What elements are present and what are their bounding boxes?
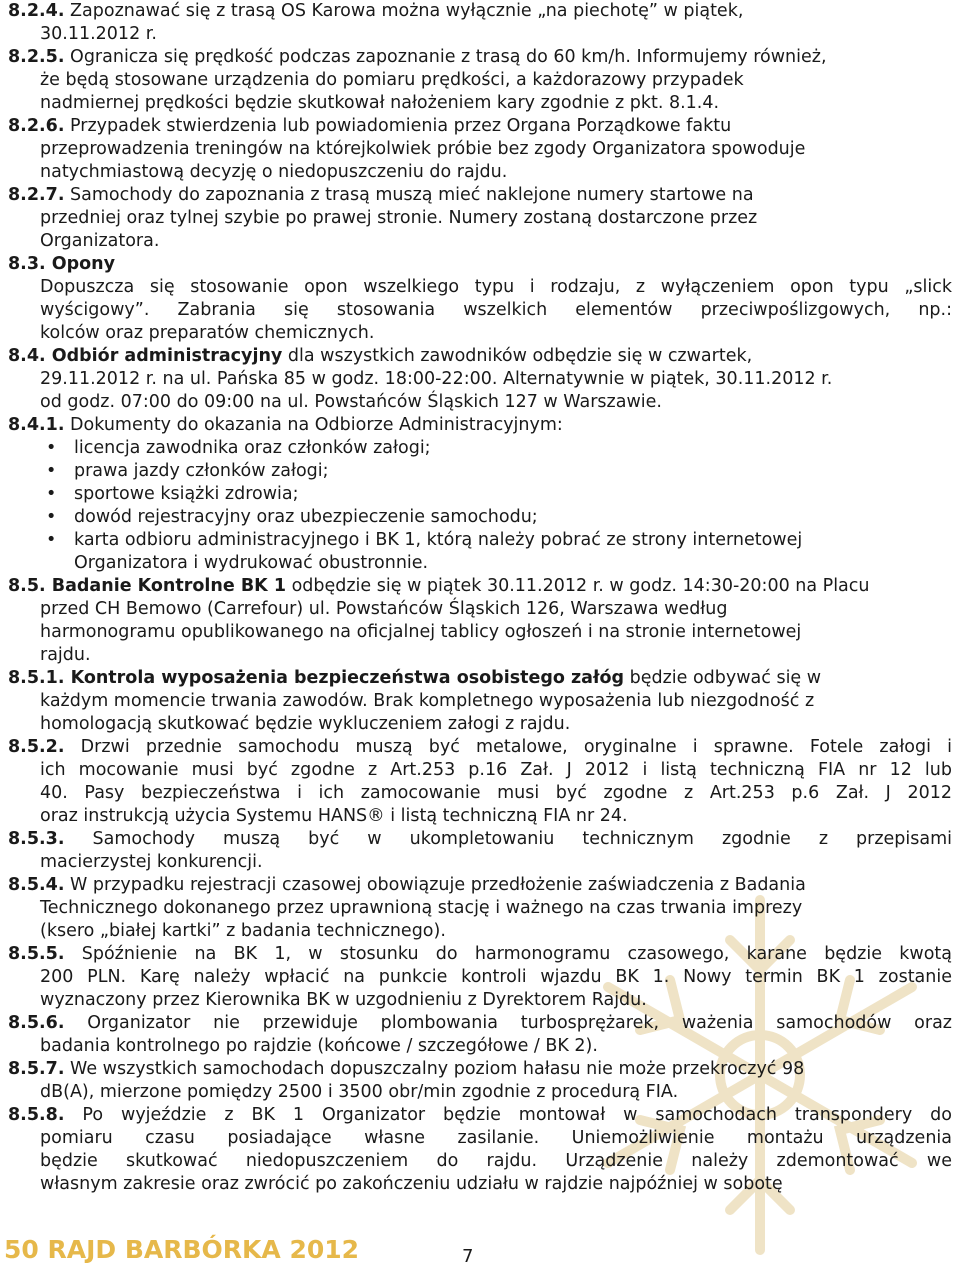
section-number: 8.4. bbox=[8, 346, 46, 366]
line-text: Dopuszcza się stosowanie opon wszelkiego typu i rodzaju, z wyłączeniem opon typu „slick bbox=[40, 277, 952, 297]
line-text: 30.11.2012 r. bbox=[40, 24, 157, 44]
line-text: prawa jazdy członków załogi; bbox=[74, 461, 329, 481]
section-number: 8.5.7. bbox=[8, 1059, 65, 1079]
footer-title: 50 RAJD BARBÓRKA 2012 bbox=[4, 1235, 360, 1264]
line-text: Organizator nie przewiduje plombowania turbosprężarek, ważenia samochodów oraz bbox=[64, 1013, 952, 1033]
text-line bbox=[8, 690, 952, 713]
bold-text: Opony bbox=[45, 254, 116, 274]
line-text: przeprowadzenia treningów na którejkolwiek próbie bez zgody Organizatora spowoduje bbox=[40, 139, 806, 159]
text-line bbox=[8, 874, 952, 897]
text-line bbox=[8, 368, 952, 391]
section-number: 8.3. bbox=[8, 254, 46, 274]
line-text: macierzystej konkurencji. bbox=[40, 852, 263, 872]
line-text: homologacją skutkować będzie wykluczeniem załogi z rajdu. bbox=[40, 714, 571, 734]
line-text: ich mocowanie musi być zgodne z Art.253 p.16 Zał. J 2012 i listą techniczną FIA nr 12 lub bbox=[40, 760, 952, 780]
section-number: 8.2.4. bbox=[8, 1, 65, 21]
line-text: 200 PLN. Karę należy wpłacić na punkcie kontroli wjazdu BK 1. Nowy termin BK 1 zostanie bbox=[40, 967, 952, 987]
section-number: 8.5. bbox=[8, 576, 46, 596]
text-line bbox=[8, 138, 952, 161]
text-line bbox=[8, 161, 952, 184]
line-text: rajdu. bbox=[40, 645, 91, 665]
text-line bbox=[8, 184, 952, 207]
line-text: Zapoznawać się z trasą OS Karowa można wyłącznie „na piechotę” w piątek, bbox=[64, 1, 744, 21]
bullet-icon: • bbox=[46, 530, 57, 550]
text-line bbox=[8, 736, 952, 759]
line-text: nadmiernej prędkości będzie skutkował nałożeniem kary zgodnie z pkt. 8.1.4. bbox=[40, 93, 720, 113]
line-text: od godz. 07:00 do 09:00 na ul. Powstańców Śląskich 127 w Warszawie. bbox=[40, 392, 662, 412]
bold-text: Kontrola wyposażenia bezpieczeństwa osobistego załóg bbox=[64, 668, 625, 688]
line-text: będzie odbywać się w bbox=[624, 668, 822, 688]
line-text: będzie skutkować niedopuszczeniem do rajdu. Urządzenie należy zdemontować we bbox=[40, 1151, 952, 1171]
text-line bbox=[8, 782, 952, 805]
line-text: Technicznego dokonanego przez uprawnioną stację i ważnego na czas trwania imprezy bbox=[40, 898, 803, 918]
line-text: W przypadku rejestracji czasowej obowiązuje przedłożenie zaświadczenia z Badania bbox=[64, 875, 806, 895]
line-text: Samochody do zapoznania z trasą muszą mieć naklejone numery startowe na bbox=[64, 185, 754, 205]
line-text: każdym momencie trwania zawodów. Brak kompletnego wyposażenia lub niezgodność z bbox=[40, 691, 815, 711]
line-text: badania kontrolnego po rajdzie (końcowe / szczegółowe / BK 2). bbox=[40, 1036, 598, 1056]
bold-text: Odbiór administracyjny bbox=[45, 346, 283, 366]
text-line bbox=[8, 759, 952, 782]
text-line bbox=[8, 989, 952, 1012]
line-text: odbędzie się w piątek 30.11.2012 r. w godz. 14:30-20:00 na Placu bbox=[286, 576, 870, 596]
line-text: Po wyjeździe z BK 1 Organizator będzie montował w samochodach transpondery do bbox=[64, 1105, 952, 1125]
text-line bbox=[8, 1150, 952, 1173]
document-body bbox=[8, 0, 952, 1196]
text-line bbox=[8, 667, 952, 690]
bullet-icon: • bbox=[46, 438, 57, 458]
text-line bbox=[8, 713, 952, 736]
line-text: wyścigowy”. Zabrania się stosowania wszelkich elementów przeciwpoślizgowych, np.: bbox=[40, 300, 952, 320]
line-text: dB(A), mierzone pomiędzy 2500 i 3500 obr/min zgodnie z procedurą FIA. bbox=[40, 1082, 679, 1102]
section-number: 8.5.5. bbox=[8, 944, 65, 964]
text-line bbox=[8, 1081, 952, 1104]
line-text: przed CH Bemowo (Carrefour) ul. Powstańców Śląskich 126, Warszawa według bbox=[40, 599, 728, 619]
text-line bbox=[8, 805, 952, 828]
text-line bbox=[8, 1058, 952, 1081]
line-text: Organizatora i wydrukować obustronnie. bbox=[74, 553, 429, 573]
text-line bbox=[8, 322, 952, 345]
text-line bbox=[8, 69, 952, 92]
section-number: 8.5.3. bbox=[8, 829, 65, 849]
text-line bbox=[8, 0, 952, 23]
section-number: 8.2.7. bbox=[8, 185, 65, 205]
text-line bbox=[8, 552, 952, 575]
text-line bbox=[8, 23, 952, 46]
bold-text: Badanie Kontrolne BK 1 bbox=[45, 576, 286, 596]
text-line bbox=[8, 230, 952, 253]
line-text: pomiaru czasu posiadające własne zasilanie. Uniemożliwienie montażu urządzenia bbox=[40, 1128, 952, 1148]
text-line bbox=[8, 483, 952, 506]
text-line bbox=[8, 1127, 952, 1150]
text-line bbox=[8, 644, 952, 667]
section-number: 8.2.6. bbox=[8, 116, 65, 136]
line-text: harmonogramu opublikowanego na oficjalnej tablicy ogłoszeń i na stronie internetowej bbox=[40, 622, 802, 642]
text-line bbox=[8, 299, 952, 322]
text-line bbox=[8, 1035, 952, 1058]
text-line bbox=[8, 506, 952, 529]
line-text: dla wszystkich zawodników odbędzie się w czwartek, bbox=[282, 346, 753, 366]
text-line bbox=[8, 414, 952, 437]
line-text: kolców oraz preparatów chemicznych. bbox=[40, 323, 375, 343]
text-line bbox=[8, 391, 952, 414]
line-text: 40. Pasy bezpieczeństwa i ich zamocowanie musi być zgodne z Art.253 p.6 Zał. J 2012 bbox=[40, 783, 952, 803]
line-text: Samochody muszą być w ukompletowaniu technicznym zgodnie z przepisami bbox=[64, 829, 952, 849]
text-line bbox=[8, 437, 952, 460]
page-number: 7 bbox=[462, 1246, 474, 1267]
text-line bbox=[8, 920, 952, 943]
text-line bbox=[8, 966, 952, 989]
text-line bbox=[8, 207, 952, 230]
text-line bbox=[8, 529, 952, 552]
section-number: 8.2.5. bbox=[8, 47, 65, 67]
text-line bbox=[8, 943, 952, 966]
line-text: natychmiastową decyzję o niedopuszczeniu do rajdu. bbox=[40, 162, 508, 182]
text-line bbox=[8, 115, 952, 138]
section-number: 8.4.1. bbox=[8, 415, 65, 435]
line-text: (ksero „białej kartki” z badania technicznego). bbox=[40, 921, 446, 941]
section-number: 8.5.6. bbox=[8, 1013, 65, 1033]
line-text: własnym zakresie oraz zwrócić po zakończeniu udziału w rajdzie najpóźniej w sobotę bbox=[40, 1174, 783, 1194]
line-text: 29.11.2012 r. na ul. Pańska 85 w godz. 18:00-22:00. Alternatywnie w piątek, 30.11.2012 r. bbox=[40, 369, 833, 389]
line-text: We wszystkich samochodach dopuszczalny poziom hałasu nie może przekroczyć 98 bbox=[64, 1059, 805, 1079]
text-line bbox=[8, 575, 952, 598]
line-text: że będą stosowane urządzenia do pomiaru prędkości, a każdorazowy przypadek bbox=[40, 70, 744, 90]
line-text: dowód rejestracyjny oraz ubezpieczenie samochodu; bbox=[74, 507, 538, 527]
section-number: 8.5.8. bbox=[8, 1105, 65, 1125]
bullet-icon: • bbox=[46, 484, 57, 504]
text-line bbox=[8, 851, 952, 874]
section-number: 8.5.4. bbox=[8, 875, 65, 895]
line-text: Ogranicza się prędkość podczas zapoznanie z trasą do 60 km/h. Informujemy również, bbox=[64, 47, 827, 67]
text-line bbox=[8, 46, 952, 69]
text-line bbox=[8, 276, 952, 299]
text-line bbox=[8, 460, 952, 483]
line-text: sportowe książki zdrowia; bbox=[74, 484, 299, 504]
line-text: licencja zawodnika oraz członków załogi; bbox=[74, 438, 431, 458]
text-line bbox=[8, 1173, 952, 1196]
text-line bbox=[8, 345, 952, 368]
text-line bbox=[8, 828, 952, 851]
text-line bbox=[8, 253, 952, 276]
text-line bbox=[8, 598, 952, 621]
text-line bbox=[8, 1104, 952, 1127]
line-text: karta odbioru administracyjnego i BK 1, którą należy pobrać ze strony internetowej bbox=[74, 530, 803, 550]
section-number: 8.5.2. bbox=[8, 737, 65, 757]
line-text: oraz instrukcją użycia Systemu HANS® i listą techniczną FIA nr 24. bbox=[40, 806, 628, 826]
bullet-icon: • bbox=[46, 507, 57, 527]
text-line bbox=[8, 92, 952, 115]
section-number: 8.5.1. bbox=[8, 668, 65, 688]
line-text: Drzwi przednie samochodu muszą być metalowe, oryginalne i sprawne. Fotele załogi i bbox=[64, 737, 952, 757]
bullet-icon: • bbox=[46, 461, 57, 481]
line-text: wyznaczony przez Kierownika BK w uzgodnieniu z Dyrektorem Rajdu. bbox=[40, 990, 647, 1010]
line-text: Organizatora. bbox=[40, 231, 160, 251]
text-line bbox=[8, 621, 952, 644]
line-text: Spóźnienie na BK 1, w stosunku do harmonogramu czasowego, karane będzie kwotą bbox=[64, 944, 952, 964]
text-line bbox=[8, 897, 952, 920]
text-line bbox=[8, 1012, 952, 1035]
line-text: przedniej oraz tylnej szybie po prawej stronie. Numery zostaną dostarczone przez bbox=[40, 208, 758, 228]
line-text: Dokumenty do okazania na Odbiorze Administracyjnym: bbox=[64, 415, 563, 435]
line-text: Przypadek stwierdzenia lub powiadomienia przez Organa Porządkowe faktu bbox=[64, 116, 732, 136]
